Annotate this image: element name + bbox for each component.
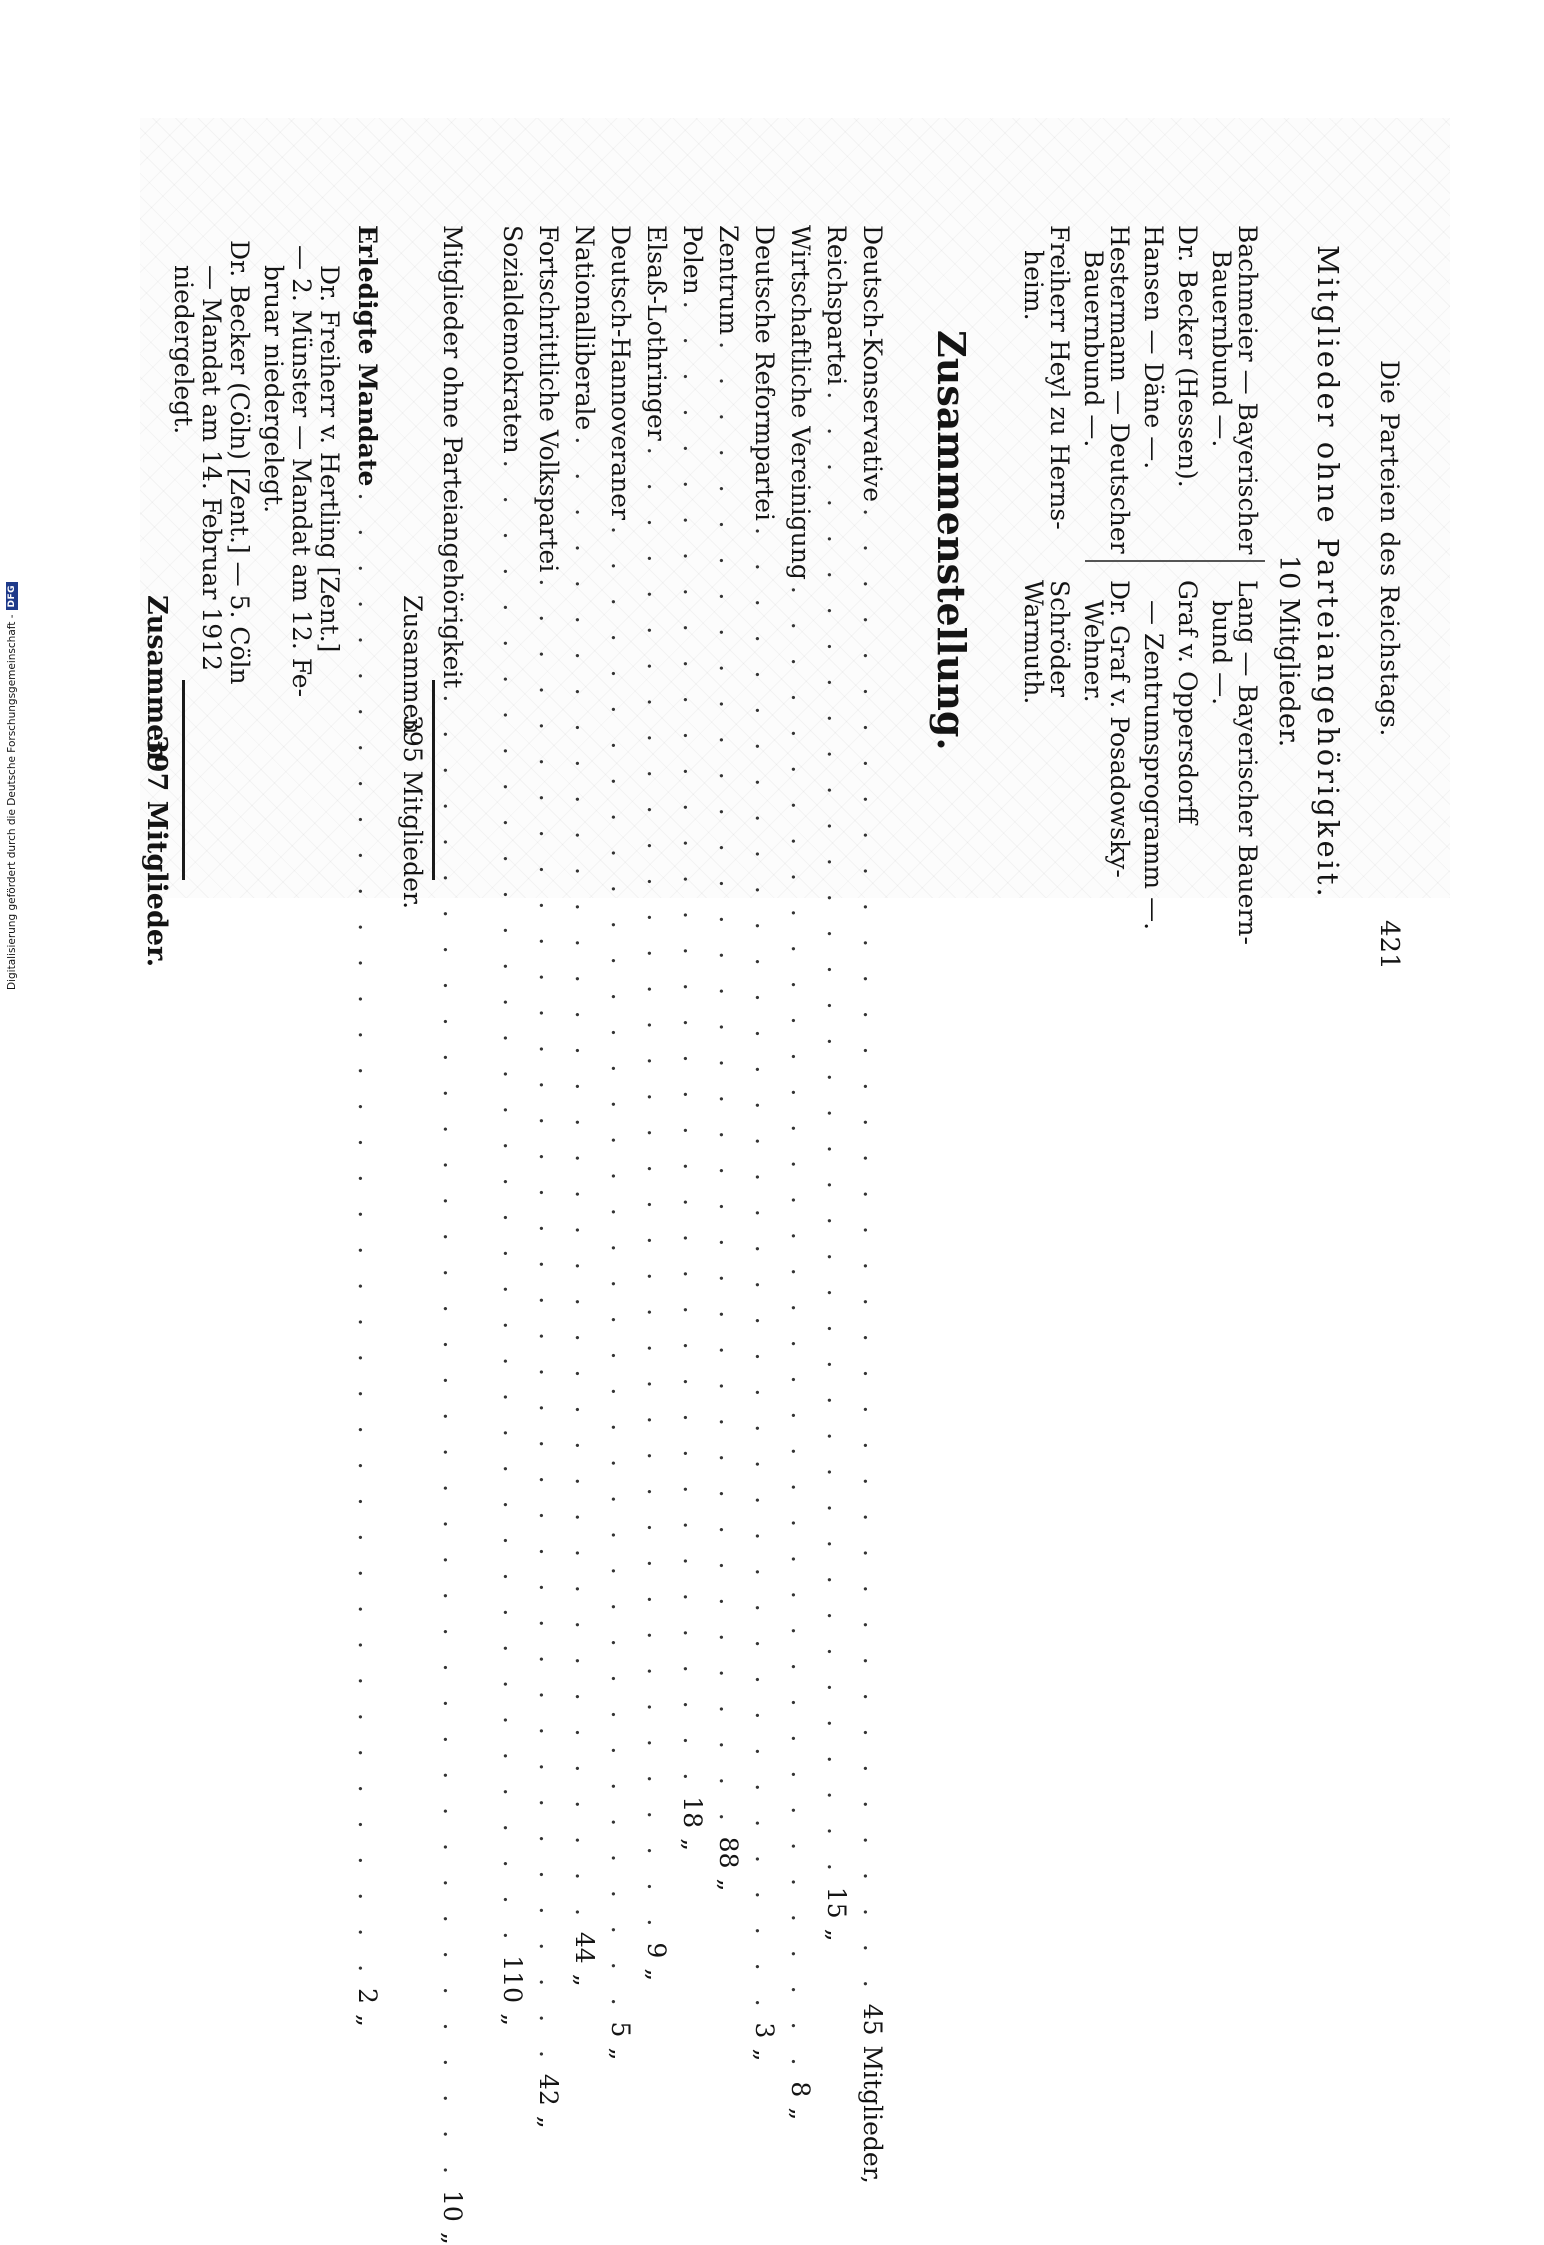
summary-row xyxy=(534,225,563,2129)
dot-leader: . . . . . . . . . . . . . . . . . . . . . . . . . . . . . . . . . . . . . . . . . . xyxy=(642,446,671,1937)
seat-count: 15 xyxy=(822,1886,851,1919)
subtotal-value: 395 Mitglieder. xyxy=(398,715,427,910)
left-column-line: Bachmeier — Bayerischer xyxy=(1233,225,1262,555)
dot-leader: . . . . . . . . . . . . . . . . . . . . . . . . . . . . . . . . . . . . . . . . . . xyxy=(858,508,887,1998)
seat-unit: „ xyxy=(498,2013,527,2027)
right-column-line: Graf v. Oppersdorff xyxy=(1173,580,1202,824)
summary-row xyxy=(570,225,599,1987)
seat-unit: „ xyxy=(534,2115,563,2129)
dot-leader: . . . . . . . . . . . . . . . . . . . . . . . . . . . . . . . . . . . . . . . . . . xyxy=(678,300,707,1791)
page-number: 421 xyxy=(1374,920,1404,970)
left-column-line: Bauernbund —. xyxy=(1207,250,1236,448)
seat-unit: „ xyxy=(786,2107,815,2121)
party-name: Deutsche Reformpartei xyxy=(750,225,779,521)
total-label: Zusammen xyxy=(141,595,172,761)
dfg-logo: DFG xyxy=(6,582,18,611)
column-divider xyxy=(1085,560,1265,562)
summary-row xyxy=(714,225,743,1892)
party-name: Wirtschaftliche Vereinigung xyxy=(786,225,815,580)
vacant-mandates-unit: „ xyxy=(353,2013,382,2027)
seat-unit: „ xyxy=(438,2231,467,2245)
seat-count: 9 xyxy=(642,1942,671,1959)
party-name: Deutsch-Hannoveraner xyxy=(606,225,635,520)
party-name: Nationalliberale xyxy=(570,225,599,431)
summary-row xyxy=(822,225,851,1942)
seat-unit: „ xyxy=(714,1878,743,1892)
seat-unit: „ xyxy=(750,2048,779,2062)
vacant-note-line: niedergelegt. xyxy=(169,265,198,435)
dot-leader: . . . . . . . . . . . . . . . . . . . . . . . . . . . . . . . . . . . . . . . . . . xyxy=(606,525,635,2016)
left-column-line: Dr. Becker (Hessen). xyxy=(1173,225,1202,488)
summary-row xyxy=(438,225,467,2245)
seat-count: 110 xyxy=(498,1955,527,2004)
vacant-mandates-label: Erledigte Mandate xyxy=(353,225,382,487)
vacant-note-line: — 2. Münster — Mandat am 12. Fe- xyxy=(287,245,316,698)
subtotal-label: Zusammen xyxy=(398,595,427,735)
right-column-line: — Zentrumsprogramm —. xyxy=(1139,600,1168,931)
seat-count: 10 xyxy=(438,2190,467,2222)
vacant-note-line: bruar niedergelegt. xyxy=(259,265,288,514)
left-column-line: Hestermann — Deutscher xyxy=(1105,225,1134,554)
summary-row xyxy=(750,225,779,2062)
left-column-line: Freiherr Heyl zu Herns- xyxy=(1045,225,1074,530)
summary-row xyxy=(642,225,671,1982)
vacant-mandates-count: 2 xyxy=(353,1988,382,2004)
party-name: Elsaß-Lothringer xyxy=(642,225,671,441)
party-name: Fortschrittliche Volkspartei xyxy=(534,225,563,573)
party-name: Deutsch-Konservative xyxy=(858,225,887,503)
summary-heading: Zusammenstellung. xyxy=(929,330,974,751)
seat-count: 18 xyxy=(678,1796,707,1829)
summary-row xyxy=(498,225,527,2027)
summary-row xyxy=(678,225,707,1852)
dot-leader: . . . . . . . . . . . . . . . . . . . . . . . . . . . . . . . . . . . . . . . . . . xyxy=(498,459,527,1950)
party-name: Reichspartei xyxy=(822,225,851,386)
right-column-line: Warmuth. xyxy=(1019,580,1048,705)
running-head: Die Parteien des Reichstags. xyxy=(1375,360,1404,737)
seat-unit: „ xyxy=(606,2047,635,2061)
vacant-note-line: Dr. Becker (Cöln) [Zent.] — 5. Cöln xyxy=(225,240,254,685)
right-column-line: Wehner. xyxy=(1079,600,1108,703)
dot-leader: . . . . . . . . . . . . . . . . . . . . . . . . . . . . . . . . . . . . . . . . . . xyxy=(750,526,779,2017)
seat-count: 5 xyxy=(606,2021,635,2038)
seat-count: 45 xyxy=(858,2003,887,2036)
left-column-line: heim. xyxy=(1019,250,1048,321)
left-column-line: Hansen — Däne —. xyxy=(1139,225,1168,470)
party-name: Zentrum xyxy=(714,225,743,336)
party-name: Polen xyxy=(678,225,707,295)
total-value: 397 Mitglieder. xyxy=(141,735,172,968)
vacant-note-line: Dr. Freiherr v. Hertling [Zent.] xyxy=(315,265,344,653)
dot-leader: . . . . . . . . . . . . . . . . . . . . . . . . . . . . . . . . . . . . . . . . . . xyxy=(786,585,815,2076)
right-column-line: bund —. xyxy=(1207,600,1236,706)
dot-leader: . . . . . . . . . . . . . . . . . . . . . . . . . . . . . . . . . . . . . . . . . . xyxy=(534,578,563,2068)
credit-text: Digitalisierung gefördert durch die Deutsche Forschungsgemeinschaft - xyxy=(6,614,18,990)
digitization-credit xyxy=(6,582,18,990)
seat-count: 88 xyxy=(714,1836,743,1869)
seat-count: 8 xyxy=(786,2081,815,2098)
right-column-line: Dr. Graf v. Posadowsky- xyxy=(1105,580,1134,878)
total-rule xyxy=(182,680,185,880)
section-heading-nonpartisan: Mitglieder ohne Parteiangehörigkeit. xyxy=(1311,245,1345,900)
dot-leader: . . . . . . . . . . . . . . . . . . . . . . . . . . . . . . . . . . . . . . . . . . xyxy=(714,341,743,1831)
seat-unit: „ xyxy=(570,1973,599,1987)
seat-count: 44 xyxy=(570,1931,599,1964)
seat-unit: Mitglieder, xyxy=(858,2045,887,2184)
right-column-line: Schröder xyxy=(1045,580,1074,697)
seat-count: 3 xyxy=(750,2022,779,2039)
subtotal-rule xyxy=(432,680,435,880)
dot-leader: . . . . . . . . . . . . . . . . . . . . . . . . . . . . . . . . . . . . . . . . . . xyxy=(570,436,599,1926)
dot-leader: . . . . . . . . . . . . . . . . . . . . . . . . . . . . . . . . . . . . . . . . . . xyxy=(822,391,851,1881)
vacant-note-line: — Mandat am 14. Februar 1912 xyxy=(197,265,226,671)
summary-row xyxy=(606,225,635,2061)
section-subheading-count: 10 Mitglieder. xyxy=(1273,555,1304,748)
party-name: Sozialdemokraten xyxy=(498,225,527,454)
seat-unit: „ xyxy=(642,1968,671,1982)
summary-row xyxy=(786,225,815,2121)
left-column-line: Bauernbund —. xyxy=(1079,250,1108,448)
vacant-mandates-row xyxy=(353,225,382,2027)
party-name: Mitglieder ohne Parteiangehörigkeit xyxy=(438,225,467,689)
summary-row xyxy=(858,225,887,2184)
seat-count: 42 xyxy=(534,2073,563,2106)
rotated-book-page xyxy=(70,90,1460,2245)
seat-unit: „ xyxy=(822,1928,851,1942)
dot-leader: . . . . . . . . . . . . . . . . . . . . . . . . . . . . . . . . . . . . . . . . . . xyxy=(438,694,467,2184)
right-column-line: Lang — Bayerischer Bauern- xyxy=(1233,580,1262,945)
dot-leader: . . . . . . . . . . . . . . . . . . . . . . . . . . . . . . . . . . . . . . . . . . xyxy=(353,492,382,1983)
seat-unit: „ xyxy=(678,1838,707,1852)
